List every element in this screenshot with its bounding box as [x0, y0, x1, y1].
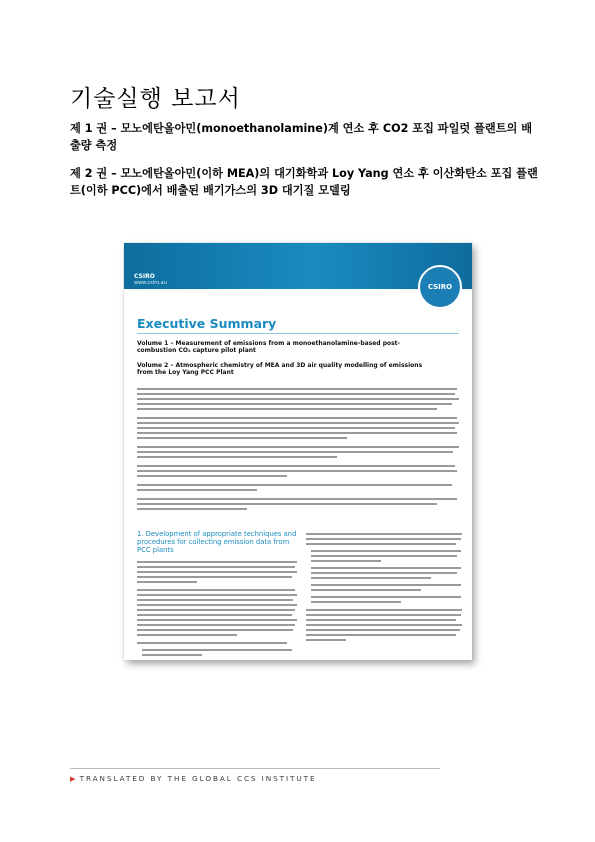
- page-title: 기술실행 보고서: [70, 86, 241, 112]
- cover-volume-2: Volume 2 – Atmospheric chemistry of MEA and 3D air quality modelling of emissions from the Loy Yang PCC Plant: [137, 362, 423, 376]
- cover-band-label: CSIRO: [134, 273, 155, 280]
- footer-rule: [70, 768, 440, 769]
- cover-volume-1: Volume 1 – Measurement of emissions from a monoethanolamine-based post-combustion CO₂ capture pilot plant: [137, 340, 401, 354]
- triangle-right-icon: ▶: [70, 775, 76, 783]
- cover-section-heading: 1. Development of appropriate techniques and procedures for collecting emission data from PCC plants: [137, 530, 297, 554]
- csiro-logo-icon: [418, 265, 462, 309]
- logo-text: CSIRO: [427, 283, 453, 291]
- footer-text: TRANSLATED BY THE GLOBAL CCS INSTITUTE: [79, 774, 317, 783]
- cover-heading-rule: [137, 333, 459, 334]
- subtitle-volume-2: 제 2 권 – 모노에탄올아민(이하 MEA)의 대기화학과 Loy Yang 연소 후 이산화탄소 포집 플랜트(이하 PCC)에서 배출된 배기가스의 3D 대기질 모델링: [70, 167, 538, 197]
- cover-heading: Executive Summary: [137, 316, 277, 331]
- footer: [70, 774, 317, 783]
- subtitle-volume-1: 제 1 권 – 모노에탄올아민(monoethanolamine)계 연소 후 CO2 포집 파일럿 플랜트의 배출량 측정: [70, 122, 533, 152]
- cover-band-url: www.csiro.au: [134, 280, 167, 286]
- report-cover-image: [124, 243, 472, 660]
